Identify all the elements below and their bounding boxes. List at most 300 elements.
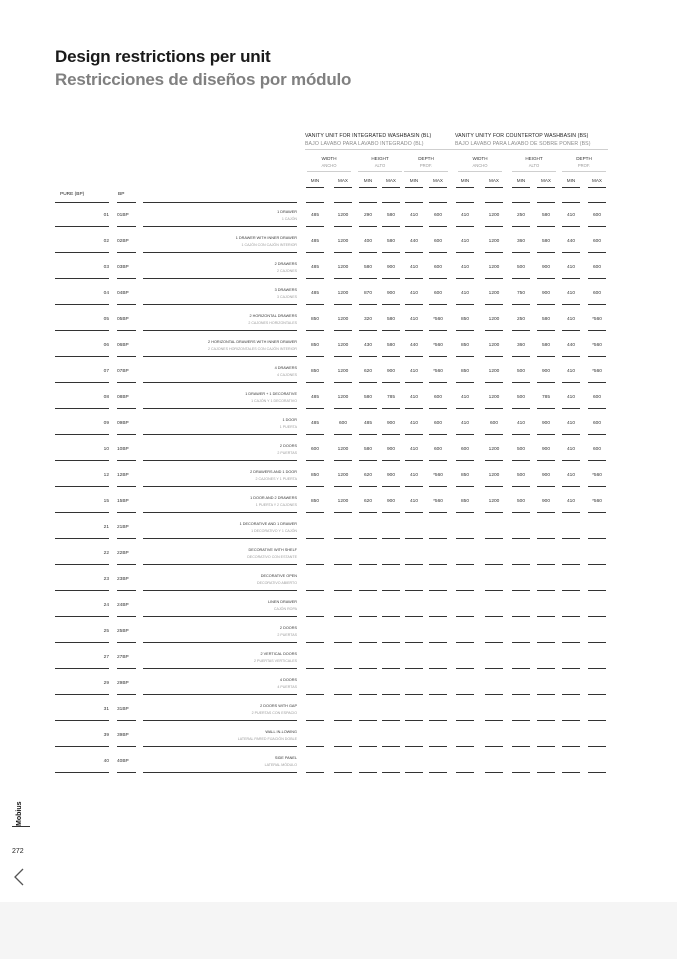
row-description: WALL IN-LOWING [265, 730, 297, 734]
row-divider-value [456, 746, 474, 747]
row-divider-value [456, 720, 474, 721]
minmax-underline [306, 187, 324, 188]
row-divider-value [382, 226, 400, 227]
row-value: 900 [541, 473, 550, 478]
row-divider-value [512, 304, 530, 305]
row-value: 900 [386, 369, 395, 374]
row-divider-value [306, 668, 324, 669]
row-number: 25 [103, 629, 109, 634]
row-number: 12 [103, 473, 109, 478]
row-divider-value [306, 642, 324, 643]
row-divider-pure [55, 720, 109, 721]
row-value: 440 [409, 343, 418, 348]
group-subheader-bl: BAJO LAVABO PARA LAVABO INTEGRADO (BL) [305, 141, 424, 147]
row-divider-value [562, 616, 580, 617]
row-divider-value [512, 772, 530, 773]
row-value: 410 [460, 239, 469, 244]
row-divider-desc [143, 330, 297, 331]
row-divider-value [588, 538, 606, 539]
row-divider-value [306, 252, 324, 253]
row-description-es: 2 CAJONES Y 1 PUERTA [255, 477, 297, 481]
row-value: 620 [363, 499, 372, 504]
row-divider-value [306, 330, 324, 331]
minmax-underline [382, 187, 400, 188]
row-divider-value [429, 382, 447, 383]
row-divider-value [382, 330, 400, 331]
row-value: 1200 [337, 343, 349, 348]
row-divider-value [405, 486, 423, 487]
row-divider-desc [143, 304, 297, 305]
row-divider-value [306, 382, 324, 383]
row-value: 485 [363, 421, 372, 426]
row-value: 410 [566, 265, 575, 270]
row-divider-pure [55, 226, 109, 227]
row-value: 1200 [488, 499, 500, 504]
row-divider-value [429, 616, 447, 617]
row-divider-value [485, 434, 503, 435]
row-divider-value [334, 590, 352, 591]
row-value: *560 [433, 343, 443, 348]
row-value: 1200 [337, 473, 349, 478]
row-divider-bp [117, 668, 136, 669]
row-divider-value [485, 304, 503, 305]
row-divider-value [334, 330, 352, 331]
row-divider-value [359, 304, 377, 305]
row-divider-value [537, 642, 555, 643]
row-value: 500 [516, 395, 525, 400]
row-value: 410 [409, 291, 418, 296]
row-value: *560 [592, 343, 602, 348]
row-divider-value [429, 252, 447, 253]
row-divider-value [405, 408, 423, 409]
col-header-underline [359, 202, 377, 203]
row-value: 785 [541, 395, 550, 400]
row-divider-value [512, 746, 530, 747]
row-value: 410 [409, 317, 418, 322]
row-description-es: 3 CAJONES [277, 295, 297, 299]
row-divider-value [456, 330, 474, 331]
row-divider-value [429, 408, 447, 409]
row-divider-value [562, 564, 580, 565]
row-value: 580 [363, 265, 372, 270]
row-description-es: CAJÓN ROPA [273, 607, 297, 611]
row-divider-value [359, 694, 377, 695]
row-value: 900 [386, 265, 395, 270]
row-divider-value [512, 330, 530, 331]
row-divider-value [429, 694, 447, 695]
minmax-underline [429, 187, 447, 188]
row-value: 900 [386, 499, 395, 504]
minmax-label: MIN [310, 178, 320, 183]
row-divider-value [537, 772, 555, 773]
col-header-underline-desc [143, 202, 297, 203]
row-value: 900 [386, 473, 395, 478]
row-divider-value [334, 226, 352, 227]
row-bp-code: 05BP [117, 317, 129, 322]
row-number: 21 [103, 525, 109, 530]
row-divider-value [512, 434, 530, 435]
row-value: 410 [460, 265, 469, 270]
dim-label: DEPTH [576, 156, 592, 161]
row-divider-value [359, 486, 377, 487]
row-value: 600 [433, 447, 442, 452]
row-divider-value [456, 616, 474, 617]
row-bp-code: 01BP [117, 213, 129, 218]
row-divider-value [306, 278, 324, 279]
row-value: 1200 [337, 369, 349, 374]
row-divider-value [429, 278, 447, 279]
row-divider-pure [55, 460, 109, 461]
row-description: 3 DRAWERS [274, 288, 297, 292]
row-divider-value [588, 512, 606, 513]
row-value: 410 [566, 447, 575, 452]
row-value: 410 [409, 213, 418, 218]
row-value: 410 [409, 395, 418, 400]
minmax-underline [537, 187, 555, 188]
row-divider-value [334, 304, 352, 305]
row-value: 410 [566, 499, 575, 504]
row-divider-value [405, 616, 423, 617]
row-value: 1200 [488, 265, 500, 270]
row-divider-value [485, 252, 503, 253]
row-divider-value [429, 356, 447, 357]
dim-sublabel: ANCHO [321, 163, 337, 168]
row-description-es: 4 PUERTAS [277, 685, 297, 689]
row-divider-value [405, 330, 423, 331]
row-divider-value [485, 278, 503, 279]
row-divider-value [588, 772, 606, 773]
row-divider-value [306, 486, 324, 487]
col-header-underline [537, 202, 555, 203]
row-divider-value [588, 304, 606, 305]
group-header-bs: VANITY UNITY FOR COUNTERTOP WASHBASIN (BS) [455, 133, 589, 139]
row-divider-value [512, 642, 530, 643]
row-divider-value [306, 564, 324, 565]
row-divider-pure [55, 772, 109, 773]
row-divider-value [405, 564, 423, 565]
minmax-underline [512, 187, 530, 188]
row-divider-value [485, 460, 503, 461]
row-value: 410 [409, 447, 418, 452]
row-value: 580 [541, 317, 550, 322]
row-value: 580 [541, 239, 550, 244]
row-divider-pure [55, 512, 109, 513]
row-number: 07 [103, 369, 109, 374]
row-divider-value [537, 538, 555, 539]
row-number: 03 [103, 265, 109, 270]
col-header-underline [334, 202, 352, 203]
row-value: 1200 [488, 473, 500, 478]
row-value: 410 [566, 421, 575, 426]
row-divider-bp [117, 642, 136, 643]
row-divider-value [588, 278, 606, 279]
row-divider-value [334, 382, 352, 383]
row-value: 1200 [488, 291, 500, 296]
row-value: 900 [541, 499, 550, 504]
row-value: 785 [386, 395, 395, 400]
col-header-pure: PURE (BP) [60, 192, 85, 197]
row-divider-bp [117, 434, 136, 435]
row-bp-code: 04BP [117, 291, 129, 296]
brand-label: Mobius [16, 801, 23, 826]
row-divider-bp [117, 460, 136, 461]
row-divider-value [429, 486, 447, 487]
row-divider-bp [117, 772, 136, 773]
row-value: 600 [489, 421, 498, 426]
row-divider-value [429, 720, 447, 721]
row-value: 410 [460, 213, 469, 218]
row-bp-code: 07BP [117, 369, 129, 374]
row-divider-value [359, 382, 377, 383]
row-divider-value [382, 460, 400, 461]
minmax-underline [405, 187, 423, 188]
row-divider-pure [55, 278, 109, 279]
row-value: 250 [516, 317, 525, 322]
row-divider-value [562, 746, 580, 747]
row-divider-desc [143, 668, 297, 669]
row-divider-value [456, 356, 474, 357]
minmax-label: MAX [338, 178, 348, 183]
row-value: 410 [566, 213, 575, 218]
row-divider-value [588, 694, 606, 695]
row-description: DECORATIVE OPEN [260, 574, 297, 578]
row-divider-value [405, 642, 423, 643]
row-divider-value [359, 408, 377, 409]
row-bp-code: 09BP [117, 421, 129, 426]
row-value: 410 [566, 473, 575, 478]
row-divider-value [485, 382, 503, 383]
row-divider-value [405, 460, 423, 461]
row-divider-value [334, 434, 352, 435]
row-divider-pure [55, 408, 109, 409]
row-divider-value [485, 564, 503, 565]
row-value: 850 [310, 369, 319, 374]
row-divider-value [588, 252, 606, 253]
row-divider-value [456, 590, 474, 591]
row-bp-code: 06BP [117, 343, 129, 348]
row-divider-value [456, 278, 474, 279]
chevron-left-icon[interactable] [8, 866, 30, 888]
row-bp-code: 29BP [117, 681, 129, 686]
row-divider-bp [117, 408, 136, 409]
row-value: 580 [541, 213, 550, 218]
dim-label: WIDTH [321, 156, 337, 161]
row-description-es: 2 CAJONES HORIZONTALES [248, 321, 297, 325]
row-divider-value [405, 226, 423, 227]
row-divider-value [359, 226, 377, 227]
row-divider-bp [117, 512, 136, 513]
row-divider-value [588, 434, 606, 435]
row-divider-value [334, 356, 352, 357]
row-divider-value [537, 226, 555, 227]
row-divider-value [456, 304, 474, 305]
row-value: 580 [363, 447, 372, 452]
row-divider-value [512, 460, 530, 461]
row-divider-value [405, 590, 423, 591]
row-divider-pure [55, 538, 109, 539]
row-value: 1200 [488, 447, 500, 452]
row-bp-code: 40BP [117, 759, 129, 764]
row-value: 1200 [488, 317, 500, 322]
group-divider [305, 149, 608, 150]
row-divider-bp [117, 304, 136, 305]
row-description-es: 1 CAJÓN [281, 217, 297, 221]
row-description: 2 DRAWERS [274, 262, 297, 266]
row-divider-value [456, 694, 474, 695]
row-bp-code: 31BP [117, 707, 129, 712]
row-divider-value [456, 668, 474, 669]
row-divider-value [456, 486, 474, 487]
row-divider-desc [143, 486, 297, 487]
row-value: 600 [433, 291, 442, 296]
row-number: 15 [103, 499, 109, 504]
row-divider-value [405, 538, 423, 539]
dim-label: HEIGHT [371, 156, 389, 161]
row-divider-value [306, 460, 324, 461]
row-value: 500 [516, 447, 525, 452]
col-header-underline [456, 202, 474, 203]
row-value: 850 [310, 473, 319, 478]
row-divider-value [537, 434, 555, 435]
col-header-underline-bp [117, 202, 136, 203]
row-divider-value [456, 564, 474, 565]
row-value: 900 [541, 291, 550, 296]
row-divider-bp [117, 538, 136, 539]
dim-divider [358, 171, 402, 172]
row-value: 410 [516, 421, 525, 426]
row-divider-value [588, 642, 606, 643]
row-divider-value [359, 720, 377, 721]
row-divider-value [382, 486, 400, 487]
row-value: 500 [516, 499, 525, 504]
row-value: 1200 [337, 395, 349, 400]
row-value: 410 [566, 317, 575, 322]
row-value: 850 [460, 317, 469, 322]
row-bp-code: 21BP [117, 525, 129, 530]
row-value: 290 [363, 213, 372, 218]
row-divider-value [306, 720, 324, 721]
col-header-underline [512, 202, 530, 203]
row-divider-value [334, 746, 352, 747]
row-divider-value [429, 226, 447, 227]
row-divider-value [456, 772, 474, 773]
row-value: 485 [310, 395, 319, 400]
row-divider-value [405, 356, 423, 357]
row-description-es: 2 PUERTAS [277, 633, 297, 637]
row-value: 620 [363, 369, 372, 374]
row-value: 850 [310, 499, 319, 504]
row-value: *560 [592, 499, 602, 504]
row-divider-value [405, 746, 423, 747]
row-divider-value [382, 720, 400, 721]
row-value: 410 [409, 421, 418, 426]
row-value: *560 [592, 473, 602, 478]
row-divider-value [405, 252, 423, 253]
row-divider-bp [117, 486, 136, 487]
row-divider-value [405, 278, 423, 279]
row-divider-value [382, 278, 400, 279]
row-description-es: 1 PUERTA Y 2 CAJONES [255, 503, 297, 507]
row-value: 1200 [488, 213, 500, 218]
row-divider-pure [55, 252, 109, 253]
row-divider-value [359, 772, 377, 773]
row-description: SIDE PANEL [274, 756, 297, 760]
row-divider-value [306, 590, 324, 591]
brand-divider [12, 826, 30, 827]
row-divider-value [562, 330, 580, 331]
row-divider-value [429, 746, 447, 747]
row-description-es: 2 CAJONES HORIZONTALES CON CAJÓN INTERIOR [208, 347, 297, 351]
row-divider-value [359, 538, 377, 539]
row-divider-value [382, 694, 400, 695]
row-value: 410 [460, 421, 469, 426]
row-value: 620 [363, 473, 372, 478]
row-divider-value [456, 460, 474, 461]
row-description-es: 2 PUERTAS [277, 451, 297, 455]
row-description: 2 HORIZONTAL DRAWERS [249, 314, 297, 318]
row-number: 27 [103, 655, 109, 660]
row-value: 1200 [488, 369, 500, 374]
row-divider-value [588, 408, 606, 409]
row-value: 440 [566, 239, 575, 244]
minmax-label: MAX [433, 178, 443, 183]
row-value: 600 [433, 395, 442, 400]
col-header-underline [306, 202, 324, 203]
row-divider-value [562, 460, 580, 461]
row-divider-pure [55, 356, 109, 357]
row-value: 600 [592, 239, 601, 244]
row-divider-value [359, 434, 377, 435]
page-subtitle: Restricciones de diseños por módulo [55, 70, 352, 89]
row-value: 600 [433, 239, 442, 244]
row-value: 360 [516, 239, 525, 244]
row-divider-value [562, 668, 580, 669]
row-divider-bp [117, 720, 136, 721]
row-divider-value [334, 772, 352, 773]
row-divider-value [405, 694, 423, 695]
row-value: 1200 [337, 239, 349, 244]
row-value: 600 [592, 291, 601, 296]
row-number: 08 [103, 395, 109, 400]
row-divider-value [429, 772, 447, 773]
row-divider-value [537, 460, 555, 461]
row-bp-code: 22BP [117, 551, 129, 556]
row-divider-value [306, 512, 324, 513]
row-value: *560 [592, 369, 602, 374]
row-divider-value [405, 512, 423, 513]
row-divider-value [485, 538, 503, 539]
row-description-es: LATERAL PARED FIJACIÓN DOBLE [237, 737, 297, 741]
minmax-underline [562, 187, 580, 188]
row-value: 900 [386, 447, 395, 452]
row-divider-value [562, 642, 580, 643]
row-divider-value [485, 512, 503, 513]
row-divider-value [485, 616, 503, 617]
row-divider-value [359, 330, 377, 331]
row-value: 410 [409, 265, 418, 270]
row-value: 600 [592, 421, 601, 426]
row-divider-value [382, 512, 400, 513]
row-divider-value [562, 278, 580, 279]
row-divider-bp [117, 590, 136, 591]
row-divider-value [537, 512, 555, 513]
row-divider-value [382, 356, 400, 357]
row-divider-desc [143, 278, 297, 279]
row-divider-value [334, 616, 352, 617]
row-divider-value [588, 668, 606, 669]
row-divider-value [359, 746, 377, 747]
minmax-label: MAX [592, 178, 602, 183]
